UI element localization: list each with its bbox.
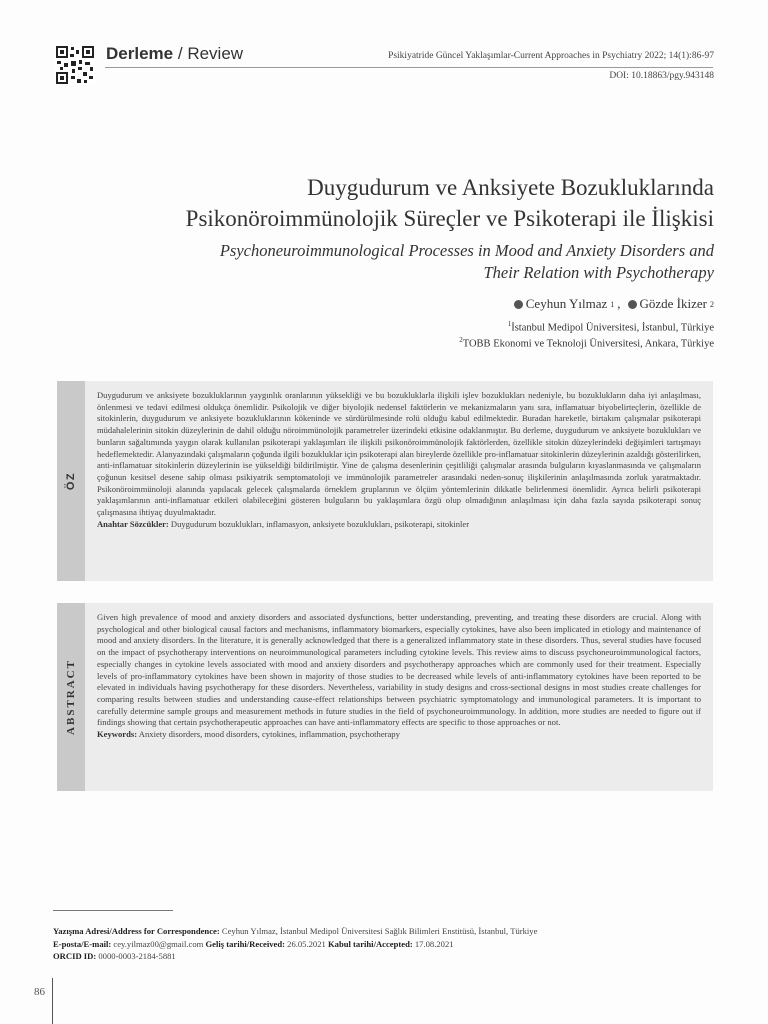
author-name: Gözde İkizer <box>639 296 707 311</box>
keywords: Keywords: Anxiety disorders, mood disorders, cytokines, inflammation, psychotherapy <box>97 729 400 740</box>
article-title: Duygudurum ve Anksiyete Bozukluklarında Psikonöroimmünolojik Süreçler ve Psikoterapi ile İlişkisi <box>185 175 714 231</box>
abstract-text: Duygudurum ve anksiyete bozukluklarının yaygınlık oranlarının yüksekliği ve bu bozukluklarla ilişkili işlev bozuklukları nedeniyle, bu bozuklukların daha iyi anlaşılması, önlenmesi ve tedavi edilmesi oldukça önemlidir. Psikolojik ve diğer biyolojik nedensel faktörlerin ve mekanizmaların yanı sıra, inflamatuar biyobelirteçlerin, özellikle de sitokinlerin, duygudurum ve anksiyete bozukluklarının kökeninde ve sürdürülmesinde rolü olduğu kabul edilmektedir. Buradan hareketle, birtakım çalışmalar psikoterapi müdahalelerinin sitokin düzeylerinin de dahil olduğu nöroimmünolojik parametreler üzerindeki etkisine odaklanmıştır. Bu derleme, duygudurum ve anksiyete bozuklukları ve bunların sağaltımında yaygın olarak kullanılan psikoterapi yaklaşımları ile ilişkili psikonöroimmünolojik faktörlerden, özellikle sitokin düzeylerindeki değişimleri tartışmayı hedeflemektedir. Alanyazındaki çalışmaların çoğunda ilgili bozukluklar için psikoterapi alan bireylerde özellikle pro-inflamatuar sitokinlerin düzeylerinin azaldığı gösterilirken, anti-inflamatuar sitokinlerin düzeylerinin ise yükseldiği bildirilmiştir. Yine de çalışma desenlerinin çeşitliliği çalışmalar arasında bulguların kıyaslanmasında ve çalışmaların çoğunun kesitsel desene sahip olması psikiyatrik semptomatoloji ve immünolojik parametreler arasındaki neden-sonuç ilişkilerinin anlaşılmasında zorluk yaratmaktadır. Psikonöroimmünoloji alanında yapılacak gelecek çalışmalarda örneklem gruplarının ve ölçüm yöntemlerinin dikkatle belirlenmesi önemlidir. Ayrıca belirli psikoterapi yaklaşımlarının anti-inflamatuar etkileri olabileceğini gösteren bulguların bu yaklaşımlara özgü olup olmadığının anlaşılması için daha fazla sayıda psikoterapi sonuç çalışmasına ihtiyaç duyulmaktadır. <box>97 390 701 518</box>
affiliation: $^1$İstanbul Medipol Üniversitesi, İstanbul, Türkiye <box>507 320 714 334</box>
section-label: ABSTRACT <box>65 659 77 735</box>
email-link[interactable]: cey.yilmaz00@gmail.com <box>113 938 204 949</box>
orcid-icon <box>514 300 523 309</box>
section-type: Derleme / Review <box>106 44 244 63</box>
abstract-text: Given high prevalence of mood and anxiety disorders and associated dysfunctions, better understanding, preventing, and treating these disorders are crucial. Along with psychological and other biological causal factors and mechanisms, inflammatory biomarkers, especially cytokines, have also been implicated in etiology and maintenance of mood and anxiety disorders. In the literature, it is generally acknowledged that there is a generalized inflammatory state in these disorders. Thus, several studies have focused on the impact of psychotherapy interventions on neuroimmunological parameters including cytokine levels. This review aims to discuss psychoneuroimmunological factors, especially changes in cytokine levels associated with mood and anxiety disorders and psychotherapy approaches which are commonly used for their treatment. Especially levels of pro-inflammatory cytokines have been shown in majority of those studies to be decreased while levels of anti-inflammatory cytokines have been reported to be elevated in individuals having psychotherapy for these disorders. Nevertheless, variability in study designs and cross-sectional designs in most studies create challenges for comparing results between studies and understanding cause-effect relationships between psychiatric symptomatology and immunological parameters. It is important to carefully determine sample groups and measurement methods in future studies in the field of psychoneuroimmunology. In addition, more studies are needed to figure out if findings showing that certain psychotherapeutic approaches can have anti-inflammatory effects are specific to those approaches or not. <box>97 612 701 728</box>
author-name: Ceyhun Yılmaz <box>525 296 608 311</box>
turkish-abstract <box>57 381 713 581</box>
keywords: Anahtar Sözcükler: Duygudurum bozuklukları, inflamasyon, anksiyete bozuklukları, psikoterapi, sitokinler <box>97 518 470 529</box>
qr-code <box>55 45 95 85</box>
english-abstract <box>57 603 713 791</box>
orcid-icon <box>628 300 637 309</box>
journal-citation: Psikiyatride Güncel Yaklaşımlar-Current Approaches in Psychiatry 2022; 14(1):86-97 <box>388 51 714 61</box>
correspondence-footnote: Yazışma Adresi/Address for Correspondence: Ceyhun Yılmaz, İstanbul Medipol Üniversitesi Sağlık Bilimleri Enstitüsü, İstanbul, Türkiye E-posta/E-mail: cey.yilmaz00@gmail.com Geliş tarihi/Received: 26.05.2021 Kabul tarihi/Accepted: 17.08.2021 ORCID ID: 0000-0003-2184-5881 <box>53 926 538 961</box>
page-number: 86 <box>34 986 45 998</box>
author-list: Ceyhun Yılmaz 1 , Gözde İkizer 2 <box>514 296 714 312</box>
page-margin-bar <box>52 978 53 1024</box>
article-title-en: Psychoneuroimmunological Processes in Mood and Anxiety Disorders and Their Relation with Psychotherapy <box>219 241 714 282</box>
doi: DOI: 10.18863/pgy.943148 <box>609 71 714 81</box>
affiliation: $^2$TOBB Ekonomi ve Teknoloji Üniversitesi, Ankara, Türkiye <box>459 336 714 350</box>
footnote-rule <box>53 910 173 911</box>
header-rule <box>105 67 713 68</box>
section-label: ÖZ <box>65 471 77 491</box>
